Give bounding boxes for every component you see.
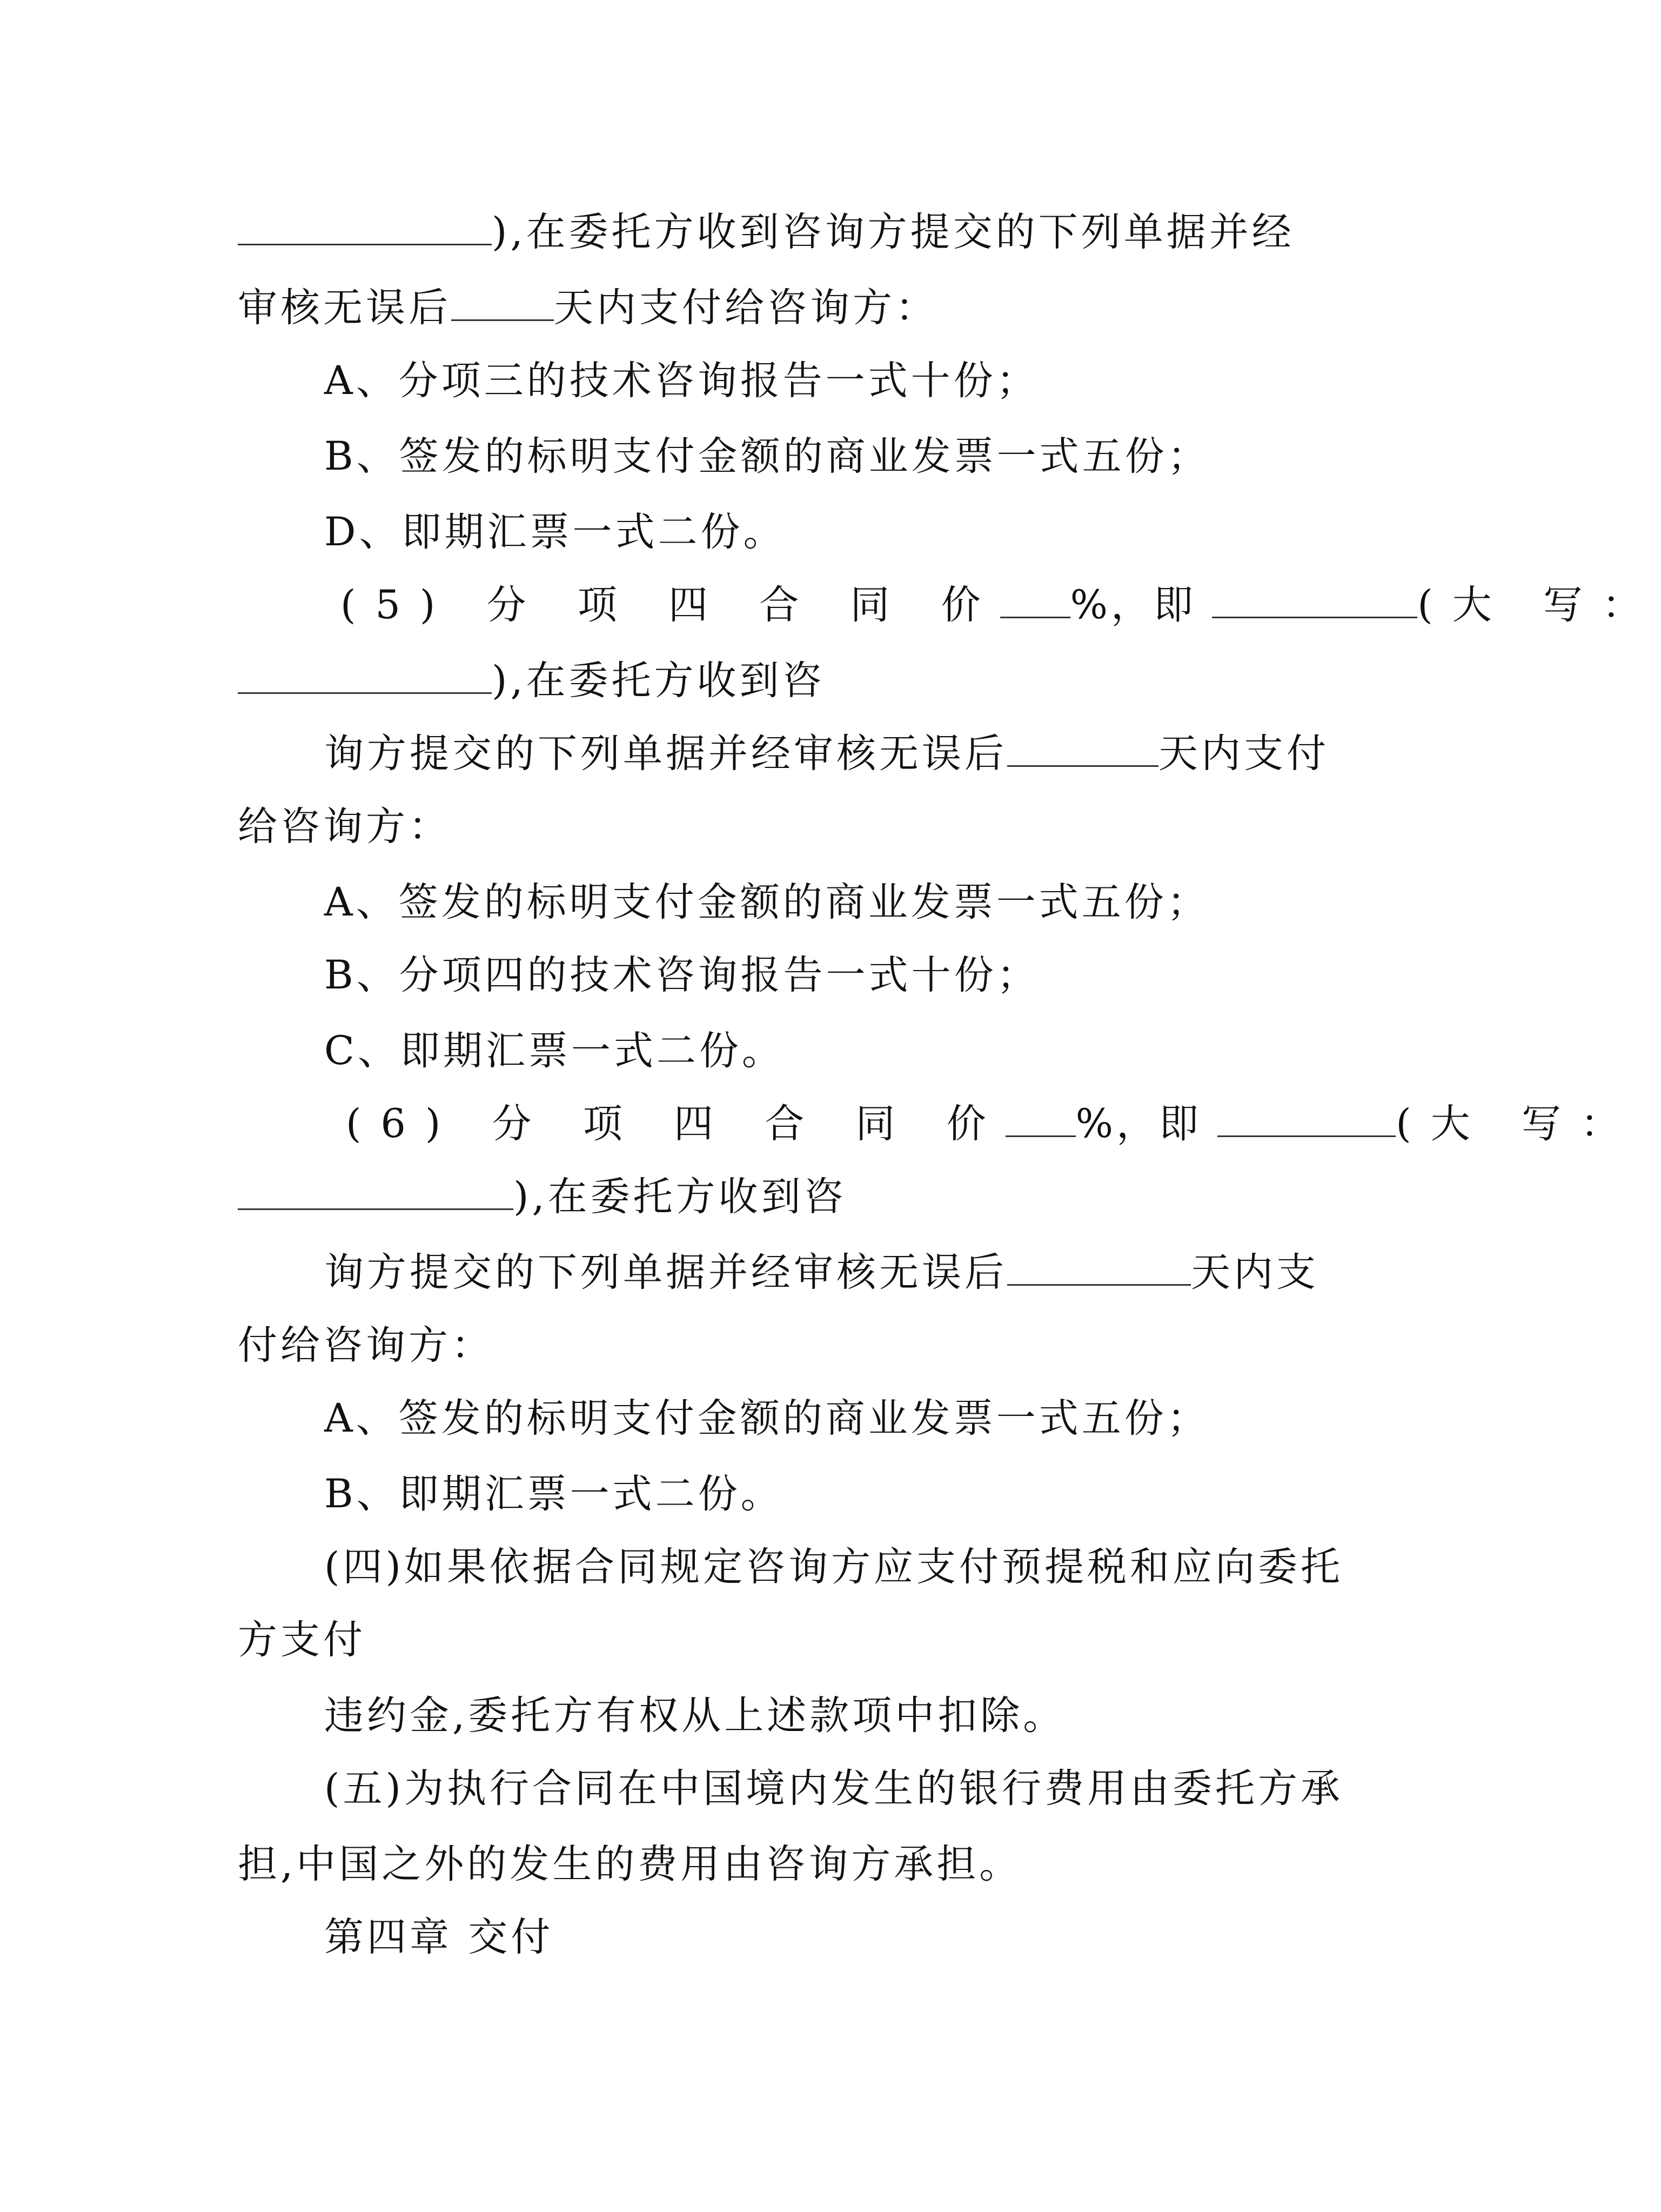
- line-text: B、即期汇票一式二份。: [324, 1471, 783, 1517]
- text-line-3: [324, 354, 1039, 408]
- line-text: B、签发的标明支付金额的商业发票一式五份；: [324, 433, 1210, 479]
- line-text: 担,中国之外的发生的费用由咨询方承担。: [238, 1841, 1022, 1887]
- text-line-15: [324, 1246, 1319, 1300]
- line-text: (5) 分 项 四 合 同 价: [340, 582, 1000, 628]
- text-line-13: [346, 1097, 1639, 1151]
- line-text: 违约金,委托方有权从上述款项中扣除。: [324, 1693, 1066, 1739]
- line-text: 给咨询方：: [238, 804, 451, 850]
- line-text: (6) 分 项 四 合 同 价: [346, 1101, 1006, 1147]
- line-text: %，即: [1075, 1101, 1202, 1147]
- text-line-8: [324, 727, 1329, 781]
- text-line-23: [238, 1837, 1022, 1892]
- line-text: 天内支付: [1158, 731, 1329, 777]
- line-text: (五)为执行合同在中国境内发生的银行费用由委托方承: [324, 1766, 1343, 1812]
- fill-blank: [1007, 1246, 1191, 1286]
- section-heading: [324, 1910, 553, 1964]
- line-text: C、即期汇票一式二份。: [324, 1028, 785, 1074]
- fill-blank: [238, 206, 492, 245]
- text-line-10: [324, 876, 1210, 930]
- line-text: 询方提交的下列单据并经审核无误后: [324, 1249, 1007, 1295]
- line-text: (四)如果依据合同规定咨询方应支付预提税和应向委托: [324, 1544, 1343, 1590]
- line-text: 审核无误后: [238, 285, 451, 331]
- line-text: (大 写：: [1417, 582, 1661, 628]
- line-text: 天内支付给咨询方：: [554, 285, 938, 331]
- line-text: ),在委托方收到咨: [492, 658, 825, 704]
- text-line-5: [324, 505, 786, 559]
- fill-blank: [1217, 1098, 1396, 1137]
- text-line-11: [324, 948, 1040, 1003]
- fill-blank: [1000, 579, 1070, 618]
- line-text: %，即: [1070, 582, 1197, 628]
- text-line-12: [324, 1024, 785, 1078]
- line-text: 天内支: [1191, 1249, 1319, 1295]
- line-text: A、签发的标明支付金额的商业发票一式五份；: [324, 879, 1210, 925]
- fill-blank: [238, 1171, 513, 1210]
- fill-blank: [1007, 727, 1158, 767]
- text-line-4: [324, 430, 1210, 484]
- line-text: 询方提交的下列单据并经审核无误后: [324, 731, 1007, 777]
- text-line-2: [238, 281, 938, 335]
- fill-blank: [451, 282, 554, 321]
- line-text: 方支付: [238, 1617, 366, 1663]
- text-line-20: [238, 1613, 366, 1667]
- line-text: ),在委托方收到咨: [513, 1174, 847, 1220]
- text-line-18: [324, 1467, 783, 1521]
- line-text: D、即期汇票一式二份。: [324, 509, 786, 555]
- line-text: ),在委托方收到咨询方提交的下列单据并经: [492, 209, 1295, 255]
- text-line-14: [238, 1170, 847, 1224]
- text-line-6: [340, 578, 1661, 632]
- text-line-16: [238, 1319, 494, 1373]
- text-line-17: [324, 1392, 1210, 1446]
- fill-blank: [1006, 1098, 1076, 1137]
- text-line-21: [324, 1689, 1066, 1743]
- text-line-22: [324, 1762, 1343, 1816]
- text-line-9: [238, 800, 451, 854]
- text-line-19: [324, 1540, 1343, 1594]
- line-text: A、分项三的技术咨询报告一式十份；: [324, 358, 1039, 404]
- text-line-7: [238, 654, 825, 708]
- fill-blank: [238, 654, 492, 694]
- text-line-1: [238, 205, 1295, 259]
- line-text: A、签发的标明支付金额的商业发票一式五份；: [324, 1395, 1210, 1441]
- fill-blank: [1212, 579, 1417, 618]
- line-text: B、分项四的技术咨询报告一式十份；: [324, 952, 1040, 998]
- line-text: (大 写：: [1396, 1101, 1639, 1147]
- line-text: 付给咨询方：: [238, 1322, 494, 1368]
- line-text: 第四章 交付: [324, 1914, 554, 1960]
